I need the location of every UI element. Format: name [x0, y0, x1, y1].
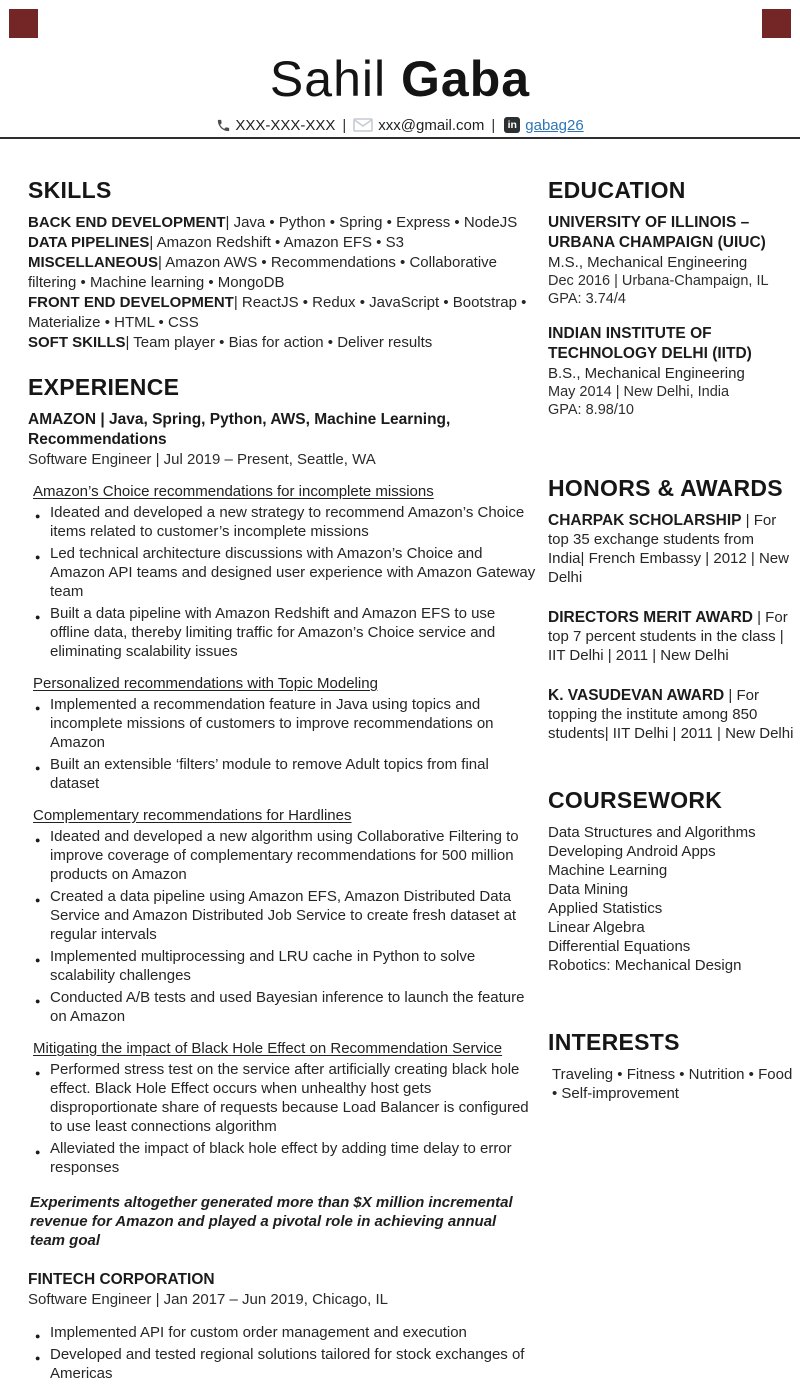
- company-name: FINTECH CORPORATION: [28, 1271, 215, 1288]
- project-title: Mitigating the impact of Black Hole Effect on Recommendation Service: [33, 1040, 503, 1057]
- skill-row: [28, 293, 536, 333]
- award-entry: [548, 511, 794, 587]
- section-heading-coursework: COURSEWORK: [548, 787, 723, 813]
- company-name: AMAZON: [28, 411, 97, 428]
- job-entry: [28, 410, 536, 1250]
- bullet-item: ● Developed and tested regional solutions tailored for stock exchanges of Americas: [28, 1345, 536, 1383]
- section-heading-honors: HONORS & AWARDS: [548, 475, 783, 501]
- skill-row: [28, 253, 536, 293]
- bullet-item: ● Led technical architecture discussions with Amazon’s Choice and Amazon API teams and designed user experience with Amazon Gateway team: [28, 544, 536, 601]
- bullet-item: ● Implemented multiprocessing and LRU cache in Python to solve scalability challenges: [28, 947, 536, 985]
- skill-category-label: DATA PIPELINES: [28, 234, 150, 251]
- bullet-item: ● Ideated and developed a new strategy to recommend Amazon’s Choice items related to customer’s incomplete missions: [28, 503, 536, 541]
- corner-accent-left: [9, 9, 38, 38]
- email-address: xxx@gmail.com: [378, 116, 485, 134]
- school-gpa: GPA: 3.74/4: [548, 291, 626, 307]
- contact-separator: |: [342, 116, 347, 134]
- skill-row: [28, 233, 536, 253]
- award-description: | For topping the institute among 850 students| IIT Delhi | 2011 | New Delhi: [548, 687, 794, 742]
- skill-category-label: FRONT END DEVELOPMENT: [28, 294, 234, 311]
- section-heading-interests: INTERESTS: [548, 1029, 680, 1055]
- project-block: [28, 1040, 536, 1177]
- skill-values: | Amazon AWS • Recommendations • Collaborative filtering • Machine learning • MongoDB: [28, 254, 498, 291]
- skill-values: | Java • Python • Spring • Express • NodeJS: [225, 214, 518, 231]
- skill-row: [28, 213, 536, 233]
- section-heading-skills: SKILLS: [28, 177, 112, 203]
- mail-icon: [353, 118, 373, 132]
- school-name: INDIAN INSTITUTE OF TECHNOLOGY DELHI (IITD): [548, 325, 752, 362]
- left-column: [28, 177, 536, 1386]
- skill-row: [28, 333, 536, 353]
- school-entry: [548, 324, 794, 419]
- skill-values: | Team player • Bias for action • Deliver results: [125, 334, 433, 351]
- phone-icon: [216, 118, 231, 133]
- bullet-item: ● Ideated and developed a new algorithm using Collaborative Filtering to improve coverage of complementary recommendations for 500 million products on Amazon: [28, 827, 536, 884]
- contact-separator: |: [491, 116, 496, 134]
- course-item: Data Structures and Algorithms: [548, 824, 756, 841]
- project-title: Complementary recommendations for Hardlines: [33, 807, 352, 824]
- section-heading-experience: EXPERIENCE: [28, 374, 180, 400]
- project-title: Personalized recommendations with Topic Modeling: [33, 675, 378, 692]
- school-date-location: Dec 2016 | Urbana-Champaign, IL: [548, 273, 769, 289]
- school-entry: [548, 213, 794, 308]
- project-block: [28, 807, 536, 1026]
- course-item: Machine Learning: [548, 862, 668, 879]
- job-projects: [28, 1323, 536, 1383]
- phone-number: XXX-XXX-XXX: [235, 116, 336, 134]
- bullet-item: ● Performed stress test on the service after artificially creating black hole effect. Black Hole Effect occurs when unhealthy host gets disproportionate share of requests because Load Balancer is configured to use least connections algorithm: [28, 1060, 536, 1136]
- bullet-item: ● Implemented API for custom order management and execution: [28, 1323, 536, 1342]
- skill-category-label: BACK END DEVELOPMENT: [28, 214, 226, 231]
- course-item: Robotics: Mechanical Design: [548, 957, 742, 974]
- interests-text: Traveling • Fitness • Nutrition • Food • Self-improvement: [552, 1066, 793, 1102]
- candidate-name: [0, 51, 800, 107]
- school-name: UNIVERSITY OF ILLINOIS – URBANA CHAMPAIGN (UIUC): [548, 214, 766, 251]
- school-degree: B.S., Mechanical Engineering: [548, 365, 745, 382]
- job-title-line: [28, 1270, 536, 1290]
- school-degree: M.S., Mechanical Engineering: [548, 254, 748, 271]
- content-columns: [0, 139, 800, 1386]
- project-bullets: [28, 695, 536, 793]
- bullet-item: ● Conducted A/B tests and used Bayesian inference to launch the feature on Amazon: [28, 988, 536, 1026]
- award-entry: [548, 608, 794, 665]
- contact-row: [0, 113, 800, 137]
- experience-jobs: [28, 410, 536, 1383]
- job-impact-note: Experiments altogether generated more than $X million incremental revenue for Amazon and played a pivotal role in achieving annual team goal: [30, 1194, 513, 1249]
- coursework-list: [548, 823, 794, 975]
- skills-list: [28, 213, 536, 353]
- course-item: Differential Equations: [548, 938, 691, 955]
- skill-category-label: MISCELLANEOUS: [28, 254, 159, 271]
- project-bullets: [28, 503, 536, 661]
- bullet-item: ● Implemented a recommendation feature in Java using topics and incomplete missions of customers to improve recommendations on Amazon: [28, 695, 536, 752]
- project-block: [28, 675, 536, 793]
- project-block: [28, 483, 536, 661]
- course-item: Developing Android Apps: [548, 843, 716, 860]
- awards-list: [548, 511, 794, 743]
- right-column: [548, 177, 794, 1386]
- corner-accent-right: [762, 9, 791, 38]
- education-list: [548, 213, 794, 419]
- award-description: | For top 7 percent students in the class | IIT Delhi | 2011 | New Delhi: [548, 609, 788, 664]
- bullet-item: ● Built a data pipeline with Amazon Redshift and Amazon EFS to use offline data, thereby limiting traffic for Amazon’s Choice service and eliminating scalability issues: [28, 604, 536, 661]
- project-bullets: [28, 1323, 536, 1383]
- project-bullets: [28, 827, 536, 1026]
- job-title-line: [28, 410, 536, 450]
- linkedin-link[interactable]: gabag26: [525, 116, 584, 134]
- company-separator: |: [96, 411, 109, 428]
- course-item: Linear Algebra: [548, 919, 645, 936]
- company-tech: Java, Spring, Python, AWS, Machine Learning, Recommendations: [28, 411, 451, 448]
- resume-header: [0, 0, 800, 139]
- job-meta-line: Software Engineer | Jul 2019 – Present, Seattle, WA: [28, 451, 376, 468]
- award-title: DIRECTORS MERIT AWARD: [548, 609, 753, 626]
- project-block: [28, 1323, 536, 1383]
- linkedin-icon: [504, 117, 520, 133]
- award-description: | For top 35 exchange students from India| French Embassy | 2012 | New Delhi: [548, 512, 789, 586]
- award-entry: [548, 686, 794, 743]
- bullet-item: ● Alleviated the impact of black hole effect by adding time delay to error responses: [28, 1139, 536, 1177]
- job-projects: [28, 483, 536, 1177]
- first-name: Sahil: [269, 51, 387, 107]
- bullet-item: ● Built an extensible ‘filters’ module to remove Adult topics from final dataset: [28, 755, 536, 793]
- award-title: K. VASUDEVAN AWARD: [548, 687, 725, 704]
- bullet-item: ● Created a data pipeline using Amazon EFS, Amazon Distributed Data Service and Amazon Distributed Job Service to create fresh dataset at regular intervals: [28, 887, 536, 944]
- school-gpa: GPA: 8.98/10: [548, 402, 634, 418]
- skill-values: | Amazon Redshift • Amazon EFS • S3: [149, 234, 404, 251]
- course-item: Applied Statistics: [548, 900, 663, 917]
- job-meta-line: Software Engineer | Jan 2017 – Jun 2019, Chicago, IL: [28, 1291, 388, 1308]
- skill-category-label: SOFT SKILLS: [28, 334, 126, 351]
- last-name: Gaba: [401, 51, 531, 107]
- project-bullets: [28, 1060, 536, 1177]
- job-entry: [28, 1270, 536, 1383]
- award-title: CHARPAK SCHOLARSHIP: [548, 512, 742, 529]
- skill-values: | ReactJS • Redux • JavaScript • Bootstrap • Materialize • HTML • CSS: [28, 294, 527, 331]
- course-item: Data Mining: [548, 881, 629, 898]
- project-title: Amazon’s Choice recommendations for incomplete missions: [33, 483, 434, 500]
- school-date-location: May 2014 | New Delhi, India: [548, 384, 730, 400]
- section-heading-education: EDUCATION: [548, 177, 686, 203]
- linkedin-icon-glyph: in: [507, 119, 517, 131]
